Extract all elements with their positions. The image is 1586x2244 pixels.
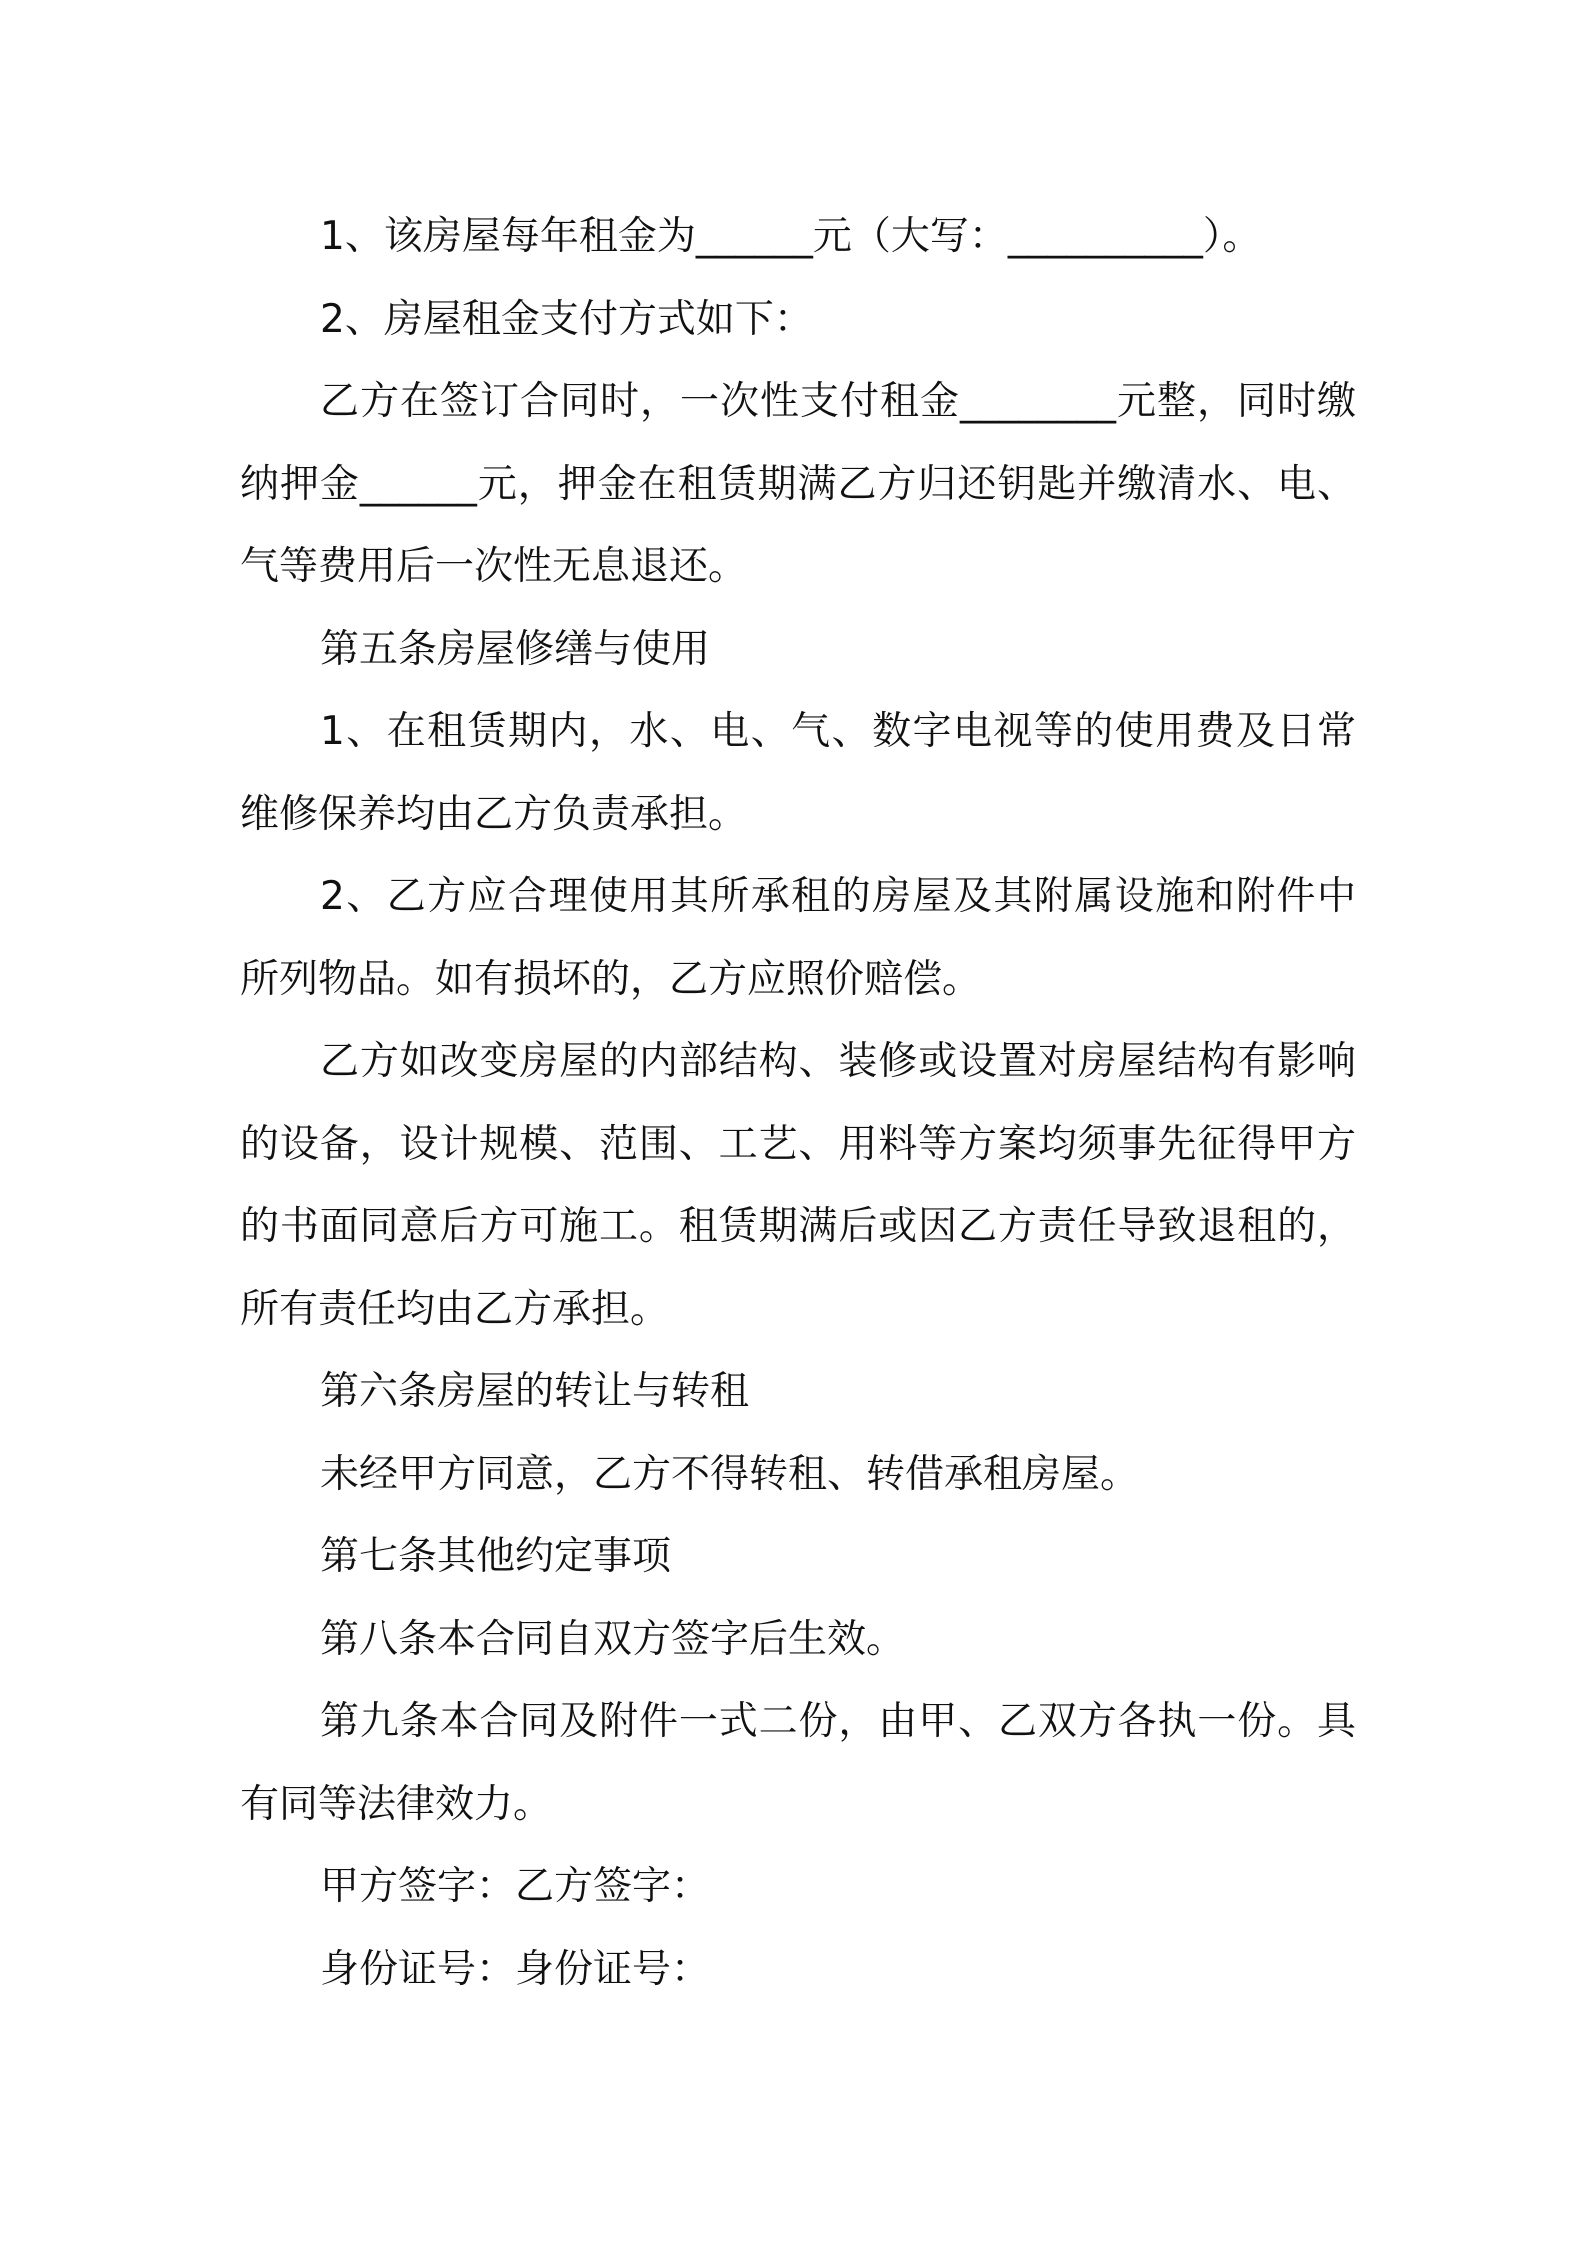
signature-line: 甲方签字：乙方签字： [320,1864,711,1909]
article-9-clause: 第九条本合同及附件一式二份，由甲、乙双方各执一份。具有同等法律效力。 [240,1699,1356,1827]
article-8-clause: 第八条本合同自双方签字后生效。 [320,1616,906,1662]
sublease-clause: 未经甲方同意，乙方不得转租、转借承租房屋。 [320,1451,1140,1497]
payment-method-heading: 2、房屋租金支付方式如下： [320,296,813,342]
article-7-heading: 第七条其他约定事项 [320,1534,672,1579]
id-number-line: 身份证号：身份证号： [320,1946,711,1992]
utilities-clause: 1、在租赁期内，水、电、气、数字电视等的使用费及日常维修保养均由乙方负责承担。 [240,709,1356,837]
proper-use-clause: 2、乙方应合理使用其所承租的房屋及其附属设施和附件中所列物品。如有损坏的，乙方应照价赔偿。 [240,874,1356,1002]
document-body [240,196,1356,2011]
payment-deposit-clause: 乙方在签订合同时，一次性支付租金________元整，同时缴纳押金______元，押金在租赁期满乙方归还钥匙并缴清水、电、气等费用后一次性无息退还。 [240,379,1356,589]
article-5-heading: 第五条房屋修缮与使用 [320,626,711,672]
article-6-heading: 第六条房屋的转让与转租 [320,1369,750,1414]
rent-amount-clause: 1、该房屋每年租金为______元（大写：__________）。 [320,214,1262,259]
alteration-clause: 乙方如改变房屋的内部结构、装修或设置对房屋结构有影响的设备，设计规模、范围、工艺、用料等方案均须事先征得甲方的书面同意后方可施工。租赁期满后或因乙方责任导致退租的，所有责任均由乙方承担。 [240,1039,1356,1332]
